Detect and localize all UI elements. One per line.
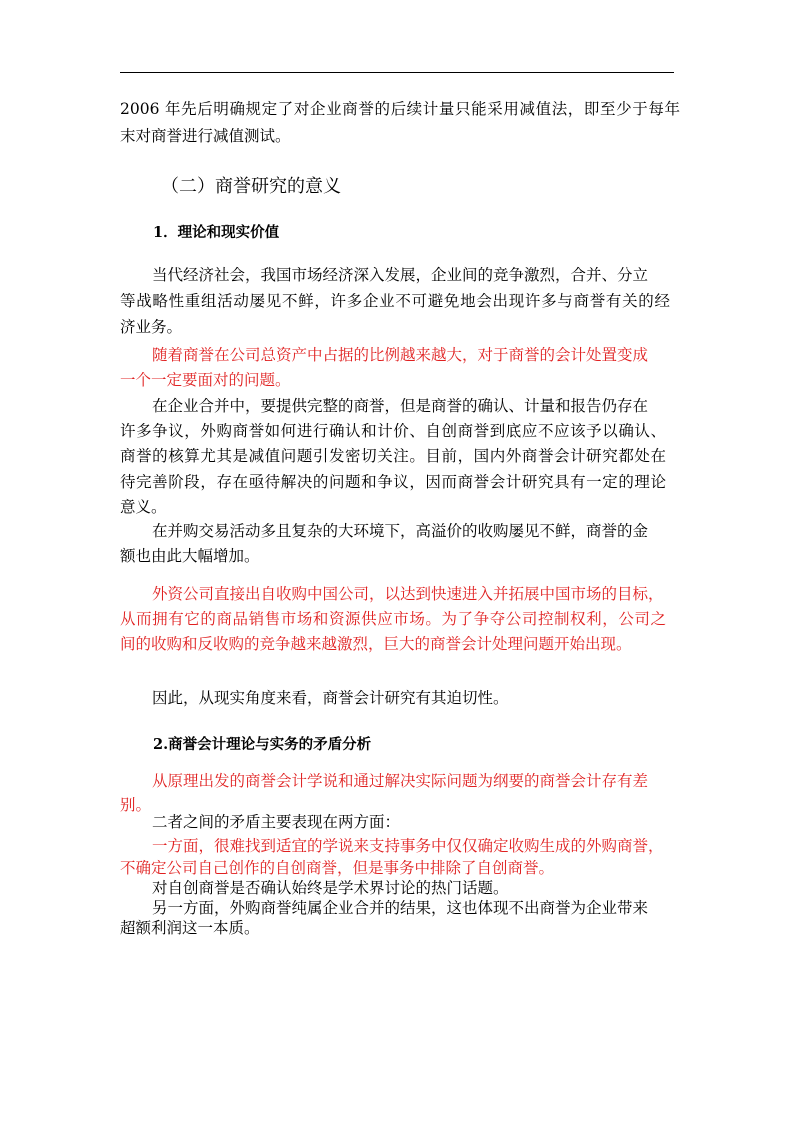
section-title: （二）商誉研究的意义 (161, 176, 341, 197)
sub2-p5-line-2: 超额利润这一本质。 (120, 919, 260, 937)
sub1-p4-line-2: 额也由此大幅增加。 (120, 547, 260, 565)
intro-line-1: 2006 年先后明确规定了对企业商誉的后续计量只能采用减值法，即至少于每年 (120, 100, 680, 118)
sub2-p3-line-1: 一方面，很难找到适宜的学说来支持事务中仅仅确定收购生成的外购商誉， (152, 837, 664, 855)
header-rule (120, 72, 674, 73)
subsection-2-title: 2.商誉会计理论与实务的矛盾分析 (153, 736, 372, 753)
sub2-p3-line-2: 不确定公司自己创作的自创商誉，但是事务中排除了自创商誉。 (120, 859, 555, 877)
sub1-p6: 因此，从现实角度来看，商誉会计研究有其迫切性。 (152, 689, 509, 707)
sub2-p5-line-1: 另一方面，外购商誉纯属企业合并的结果，这也体现不出商誉为企业带来 (152, 899, 649, 917)
sub1-p2-line-2: 一个一定要面对的问题。 (120, 371, 291, 389)
sub1-p2-line-1: 随着商誉在公司总资产中占据的比例越来越大，对于商誉的会计处置变成 (152, 346, 649, 364)
sub1-p4-line-1: 在并购交易活动多且复杂的大环境下，高溢价的收购屡见不鲜，商誉的金 (152, 522, 649, 540)
subsection-1-title: 1．理论和现实价值 (153, 224, 280, 241)
sub1-p5-line-3: 间的收购和反收购的竞争越来越激烈，巨大的商誉会计处理问题开始出现。 (120, 635, 632, 653)
sub2-p1-line-1: 从原理出发的商誉会计学说和通过解决实际问题为纲要的商誉会计存有差 (152, 772, 649, 790)
intro-line-2: 末对商誉进行减值测试。 (120, 127, 291, 145)
sub1-p3-line-4: 待完善阶段，存在亟待解决的问题和争议，因而商誉会计研究具有一定的理论 (120, 473, 666, 491)
sub1-p3-line-1: 在企业合并中，要提供完整的商誉，但是商誉的确认、计量和报告仍存在 (152, 397, 649, 415)
sub1-p3-line-2: 许多争议，外购商誉如何进行确认和计价、自创商誉到底应不应该予以确认、 (120, 422, 666, 440)
sub1-p5-line-1: 外资公司直接出自收购中国公司，以达到快速进入并拓展中国市场的目标， (152, 585, 664, 603)
sub1-p3-line-5: 意义。 (120, 498, 167, 516)
sub1-p5-line-2: 从而拥有它的商品销售市场和资源供应市场。为了争夺公司控制权利，公司之 (120, 610, 666, 628)
sub1-p1-line-3: 济业务。 (120, 318, 183, 336)
sub2-p2: 二者之间的矛盾主要表现在两方面： (152, 813, 401, 831)
sub1-p1-line-2: 等战略性重组活动屡见不鲜，许多企业不可避免地会出现许多与商誉有关的经 (120, 292, 670, 310)
sub2-p4: 对自创商誉是否确认始终是学术界讨论的热门话题。 (152, 879, 509, 897)
sub2-p1-line-2: 别。 (120, 796, 152, 814)
sub1-p1-line-1: 当代经济社会，我国市场经济深入发展，企业间的竞争激烈，合并、分立 (152, 266, 649, 284)
sub1-p3-line-3: 商誉的核算尤其是减值问题引发密切关注。目前，国内外商誉会计研究都处在 (120, 447, 666, 465)
